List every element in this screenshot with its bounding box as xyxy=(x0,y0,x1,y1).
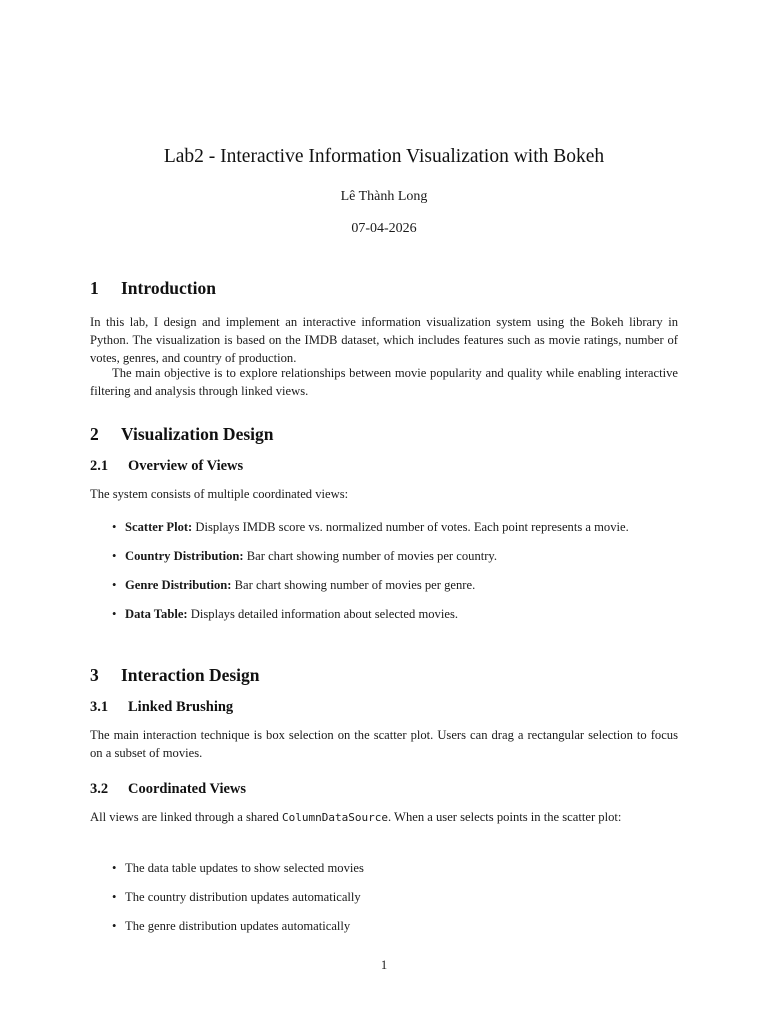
section-title: Interaction Design xyxy=(121,665,260,685)
linked-brushing-paragraph: The main interaction technique is box selection on the scatter plot. Users can drag a rectangular selection to focus on a subset of movies. xyxy=(90,728,678,760)
list-item-text: Bar chart showing number of movies per genre. xyxy=(234,578,476,592)
bullet-dot: • xyxy=(112,861,117,875)
subsection-heading-linked-brushing xyxy=(90,697,233,717)
list-item-text: The country distribution updates automatically xyxy=(125,890,361,904)
intro-paragraph-1: In this lab, I design and implement an interactive information visualization system using the Bokeh library in Python. The visualization is based on the IMDB dataset, which includes features such as movie ratings, number of votes, genres, and country of production. xyxy=(90,315,678,365)
section-number: 2 xyxy=(90,424,99,444)
list-item-term: Country Distribution: xyxy=(125,549,244,563)
list-item xyxy=(90,859,678,877)
subsection-title: Linked Brushing xyxy=(128,699,234,715)
paragraph-text: . When a user selects points in the scatter plot: xyxy=(387,810,622,824)
page-number: 1 xyxy=(380,958,388,972)
document-author: Lê Thành Long xyxy=(340,189,428,204)
section-number: 3 xyxy=(90,665,99,685)
subsection-number: 3.2 xyxy=(90,781,109,797)
list-item-text: Displays detailed information about selected movies. xyxy=(190,607,458,621)
list-item-text: Bar chart showing number of movies per country. xyxy=(246,549,498,563)
section-title: Visualization Design xyxy=(121,424,274,444)
bullet-dot: • xyxy=(112,890,117,904)
document-title: Lab2 - Interactive Information Visualization with Bokeh xyxy=(163,146,605,167)
document-date: 07-04-2026 xyxy=(351,221,417,236)
section-heading-visualization-design xyxy=(90,422,274,446)
list-item-text: The data table updates to show selected movies xyxy=(125,861,364,875)
list-item-term: Genre Distribution: xyxy=(125,578,232,592)
subsection-title: Overview of Views xyxy=(128,458,244,474)
section-heading-interaction-design xyxy=(90,663,260,687)
subsection-number: 2.1 xyxy=(90,458,109,474)
list-item xyxy=(90,547,678,565)
paragraph-text: All views are linked through a shared xyxy=(90,810,279,824)
inline-code: ColumnDataSource xyxy=(282,811,388,824)
list-item-term: Data Table: xyxy=(125,607,188,621)
bullet-dot: • xyxy=(112,549,117,563)
list-item-text: Displays IMDB score vs. normalized number of votes. Each point represents a movie. xyxy=(195,520,629,534)
document-page xyxy=(90,0,678,1024)
subsection-title: Coordinated Views xyxy=(128,781,247,797)
list-item xyxy=(90,917,678,935)
section-number: 1 xyxy=(90,278,99,298)
subsection-heading-coordinated-views xyxy=(90,779,246,799)
bullet-dot: • xyxy=(112,919,117,933)
section-title: Introduction xyxy=(121,278,216,298)
bullet-dot: • xyxy=(112,578,117,592)
section-heading-introduction xyxy=(90,276,216,300)
list-item xyxy=(90,576,678,594)
subsection-heading-overview-of-views xyxy=(90,456,243,476)
list-item xyxy=(90,888,678,906)
list-item xyxy=(90,605,678,623)
list-item-term: Scatter Plot: xyxy=(125,520,193,534)
intro-paragraph-2: The main objective is to explore relationships between movie popularity and quality while enabling interactive filtering and analysis through linked views. xyxy=(90,366,678,398)
bullet-dot: • xyxy=(112,520,117,534)
bullet-dot: • xyxy=(112,607,117,621)
overview-lead-paragraph: The system consists of multiple coordinated views: xyxy=(90,487,349,501)
list-item-text: The genre distribution updates automatically xyxy=(125,919,351,933)
coordinated-views-bullet-list xyxy=(90,859,678,935)
views-bullet-list xyxy=(90,518,678,623)
list-item xyxy=(90,518,678,536)
subsection-number: 3.1 xyxy=(90,699,109,715)
coordinated-views-paragraph xyxy=(90,808,678,827)
